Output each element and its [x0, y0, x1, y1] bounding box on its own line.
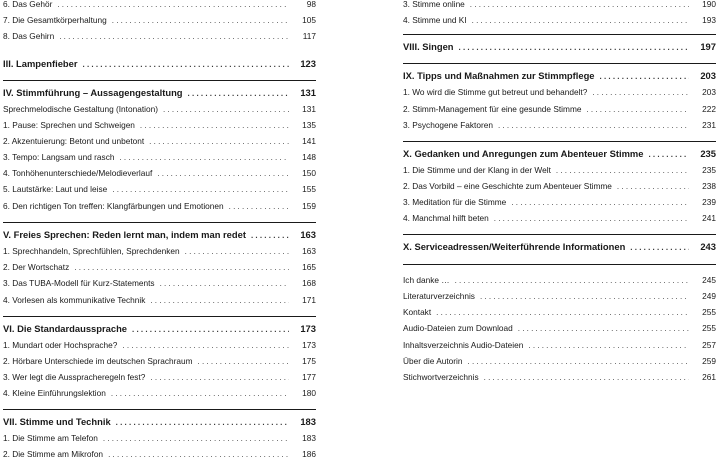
toc-entry-title: 4. Stimme und KI: [403, 15, 467, 25]
toc-entry: [403, 164, 716, 177]
toc-entry-page: 135: [302, 120, 316, 130]
toc-entry-title: 1. Die Stimme am Telefon: [3, 433, 98, 443]
dot-leader: [112, 183, 289, 196]
dot-leader: [648, 148, 689, 161]
toc-entry-title: 2. Der Wortschatz: [3, 262, 70, 272]
dot-leader: [484, 371, 689, 384]
toc-entry-title: Stichwortverzeichnis: [403, 372, 479, 382]
toc-chapter-title: VI. Die Standardaussprache: [3, 323, 128, 334]
toc-entry-page: 245: [702, 275, 716, 285]
toc-chapter-page: 197: [700, 41, 716, 52]
toc-entry-title: 5. Lautstärke: Laut und leise: [3, 184, 108, 194]
toc-chapter-page: 183: [300, 416, 316, 427]
dot-leader: [116, 416, 289, 429]
dot-leader: [149, 135, 289, 148]
toc-chapter-page: 203: [700, 70, 716, 81]
dot-leader: [132, 323, 289, 336]
chapter-divider: [403, 34, 716, 35]
dot-leader: [112, 14, 289, 27]
toc-entry-title: 3. Das TUBA-Modell für Kurz-Statements: [3, 278, 155, 288]
toc-entry: [403, 371, 716, 384]
toc-entry-page: 193: [702, 15, 716, 25]
chapter-divider: [403, 141, 716, 142]
toc-entry-title: 4. Kleine Einführungslektion: [3, 388, 106, 398]
toc-entry-page: 159: [302, 201, 316, 211]
dot-leader: [600, 70, 689, 83]
toc-chapter-title: X. Serviceadressen/Weiterführende Informationen: [403, 241, 626, 252]
toc-entry: [3, 294, 316, 307]
toc-entry-title: 2. Hörbare Unterschiede im deutschen Sprachraum: [3, 356, 193, 366]
toc-entry-page: 190: [702, 0, 716, 9]
dot-leader: [494, 212, 689, 225]
toc-entry: [403, 339, 716, 352]
toc-entry: [3, 135, 316, 148]
toc-entry: [403, 212, 716, 225]
toc-entry-page: 163: [302, 246, 316, 256]
toc-entry-title: 3. Psychogene Faktoren: [403, 120, 493, 130]
toc-entry: [3, 30, 316, 43]
dot-leader: [472, 14, 689, 27]
chapter-divider: [3, 222, 316, 223]
toc-chapter: [3, 86, 316, 100]
chapter-divider: [3, 80, 316, 81]
toc-entry-page: 238: [702, 181, 716, 191]
toc-entry-page: 235: [702, 165, 716, 175]
toc-entry-title: 6. Den richtigen Ton treffen: Klangfärbungen und Emotionen: [3, 201, 224, 211]
toc-entry-page: 141: [302, 136, 316, 146]
toc-entry-title: Sprechmelodische Gestaltung (Intonation): [3, 104, 158, 114]
toc-entry-title: 1. Wo wird die Stimme gut betreut und behandelt?: [403, 87, 588, 97]
toc-entry: [403, 86, 716, 99]
dot-leader: [111, 387, 289, 400]
chapter-divider: [3, 409, 316, 410]
dot-leader: [556, 164, 689, 177]
toc-chapter-page: 173: [300, 323, 316, 334]
toc-entry-page: 239: [702, 197, 716, 207]
dot-leader: [251, 229, 289, 242]
toc-entry-page: 257: [702, 340, 716, 350]
toc-entry-title: 7. Die Gesamtkörperhaltung: [3, 15, 107, 25]
dot-leader: [586, 103, 689, 116]
dot-leader: [83, 58, 290, 71]
chapter-divider: [403, 234, 716, 235]
toc-chapter-title: X. Gedanken und Anregungen zum Abenteuer Stimme: [403, 148, 644, 159]
dot-leader: [150, 294, 289, 307]
dot-leader: [498, 119, 689, 132]
dot-leader: [528, 339, 689, 352]
dot-leader: [140, 119, 289, 132]
toc-entry-page: 261: [702, 372, 716, 382]
toc-entry: [3, 387, 316, 400]
toc-chapter-page: 123: [300, 58, 316, 69]
toc-entry-title: 2. Die Stimme am Mikrofon: [3, 449, 104, 459]
toc-entry-title: 4. Vorlesen als kommunikative Technik: [3, 295, 146, 305]
dot-leader: [122, 339, 289, 352]
toc-entry: [3, 151, 316, 164]
dot-leader: [150, 371, 289, 384]
toc-chapter-title: IX. Tipps und Maßnahmen zur Stimmpflege: [403, 70, 595, 81]
toc-chapter: [403, 69, 716, 83]
toc-entry-title: 3. Meditation für die Stimme: [403, 197, 507, 207]
toc-entry-title: Inhaltsverzeichnis Audio-Dateien: [403, 340, 524, 350]
toc-entry-page: 231: [702, 120, 716, 130]
toc-entry-page: 105: [302, 15, 316, 25]
toc-entry-page: 131: [302, 104, 316, 114]
dot-leader: [188, 87, 289, 100]
toc-entry: [3, 432, 316, 445]
toc-entry: [403, 119, 716, 132]
toc-entry-page: 148: [302, 152, 316, 162]
toc-chapter-title: VIII. Singen: [403, 41, 454, 52]
toc-entry-title: 4. Manchmal hilft beten: [403, 213, 489, 223]
dot-leader: [198, 355, 289, 368]
toc-entry: [3, 0, 316, 11]
chapter-divider: [3, 316, 316, 317]
toc-entry-page: 171: [302, 295, 316, 305]
toc-entry-page: 165: [302, 262, 316, 272]
toc-entry: [403, 322, 716, 335]
dot-leader: [617, 180, 689, 193]
dot-leader: [592, 86, 689, 99]
dot-leader: [59, 30, 289, 43]
toc-chapter-title: V. Freies Sprechen: Reden lernt man, indem man redet: [3, 229, 246, 240]
toc-entry-title: 2. Stimm-Management für eine gesunde Stimme: [403, 104, 582, 114]
toc-entry: [3, 261, 316, 274]
toc-entry-page: 255: [702, 323, 716, 333]
toc-entry-page: 155: [302, 184, 316, 194]
toc-entry-title: 1. Sprechhandeln, Sprechfühlen, Sprechdenken: [3, 246, 180, 256]
toc-entry-title: 1. Mundart oder Hochsprache?: [3, 340, 118, 350]
toc-entry-page: 186: [302, 449, 316, 459]
toc-entry-title: 2. Akzentuierung: Betont und unbetont: [3, 136, 145, 146]
toc-entry-title: Ich danke …: [403, 275, 450, 285]
toc-entry-page: 150: [302, 168, 316, 178]
toc-entry-title: Literaturverzeichnis: [403, 291, 475, 301]
dot-leader: [518, 322, 689, 335]
toc-entry-page: 180: [302, 388, 316, 398]
dot-leader: [108, 448, 289, 461]
toc-entry-page: 259: [702, 356, 716, 366]
toc-entry: [403, 196, 716, 209]
toc-entry-page: 177: [302, 372, 316, 382]
toc-entry: [3, 448, 316, 461]
toc-entry-page: 175: [302, 356, 316, 366]
dot-leader: [511, 196, 689, 209]
toc-entry-title: 4. Tonhöhenunterschiede/Melodieverlauf: [3, 168, 153, 178]
dot-leader: [630, 241, 689, 254]
toc-entry-page: 255: [702, 307, 716, 317]
toc-entry-title: 1. Pause: Sprechen und Schweigen: [3, 120, 135, 130]
toc-entry: [3, 14, 316, 27]
dot-leader: [480, 290, 689, 303]
dot-leader: [119, 151, 289, 164]
toc-entry: [3, 245, 316, 258]
toc-entry-title: Kontakt: [403, 307, 432, 317]
toc-entry: [3, 355, 316, 368]
toc-entry: [403, 306, 716, 319]
toc-entry: [403, 14, 716, 27]
toc-chapter: [3, 228, 316, 242]
toc-entry-page: 222: [702, 104, 716, 114]
toc-entry-title: 2. Das Vorbild – eine Geschichte zum Abenteuer Stimme: [403, 181, 612, 191]
toc-entry-title: Über die Autorin: [403, 356, 463, 366]
toc-entry: [403, 355, 716, 368]
toc-entry: [3, 167, 316, 180]
dot-leader: [103, 432, 289, 445]
toc-entry: [3, 103, 316, 116]
toc-entry-page: 173: [302, 340, 316, 350]
toc-entry: [403, 0, 716, 11]
chapter-divider: [403, 264, 716, 265]
dot-leader: [185, 245, 289, 258]
dot-leader: [436, 306, 689, 319]
dot-leader: [468, 355, 690, 368]
dot-leader: [229, 200, 289, 213]
toc-entry-title: 3. Stimme online: [403, 0, 465, 9]
toc-entry: [403, 290, 716, 303]
toc-entry: [403, 274, 716, 287]
toc-chapter-title: III. Lampenfieber: [3, 58, 78, 69]
toc-entry: [3, 371, 316, 384]
toc-entry: [3, 119, 316, 132]
toc-entry-title: 8. Das Gehirn: [3, 31, 55, 41]
toc-chapter-title: VII. Stimme und Technik: [3, 416, 111, 427]
toc-chapter: [3, 57, 316, 71]
toc-entry-title: 3. Wer legt die Ausspracheregeln fest?: [3, 372, 146, 382]
toc-chapter: [3, 415, 316, 429]
toc-chapter-page: 235: [700, 148, 716, 159]
toc-entry-page: 241: [702, 213, 716, 223]
dot-leader: [459, 41, 689, 54]
toc-entry-page: 203: [702, 87, 716, 97]
dot-leader: [57, 0, 289, 11]
dot-leader: [160, 277, 289, 290]
toc-entry: [3, 200, 316, 213]
toc-chapter: [3, 322, 316, 336]
toc-entry: [3, 277, 316, 290]
toc-chapter-page: 243: [700, 241, 716, 252]
chapter-divider: [403, 63, 716, 64]
toc-entry-title: Audio-Dateien zum Download: [403, 323, 513, 333]
toc-chapter: [403, 240, 716, 254]
toc-chapter-page: 163: [300, 229, 316, 240]
toc-entry: [403, 180, 716, 193]
dot-leader: [157, 167, 289, 180]
toc-entry-page: 98: [306, 0, 316, 9]
toc-entry-page: 117: [302, 31, 316, 41]
toc-entry: [3, 339, 316, 352]
toc-entry-title: 1. Die Stimme und der Klang in der Welt: [403, 165, 551, 175]
toc-entry-title: 3. Tempo: Langsam und rasch: [3, 152, 115, 162]
dot-leader: [455, 274, 689, 287]
toc-entry: [3, 183, 316, 196]
dot-leader: [470, 0, 689, 11]
toc-entry-title: 6. Das Gehör: [3, 0, 53, 9]
toc-chapter-page: 131: [300, 87, 316, 98]
toc-entry-page: 183: [302, 433, 316, 443]
toc-entry-page: 249: [702, 291, 716, 301]
toc-chapter: [403, 40, 716, 54]
toc-chapter: [403, 147, 716, 161]
toc-chapter-title: IV. Stimmführung – Aussagengestaltung: [3, 87, 183, 98]
toc-entry: [403, 103, 716, 116]
toc-entry-page: 168: [302, 278, 316, 288]
dot-leader: [74, 261, 289, 274]
dot-leader: [163, 103, 289, 116]
